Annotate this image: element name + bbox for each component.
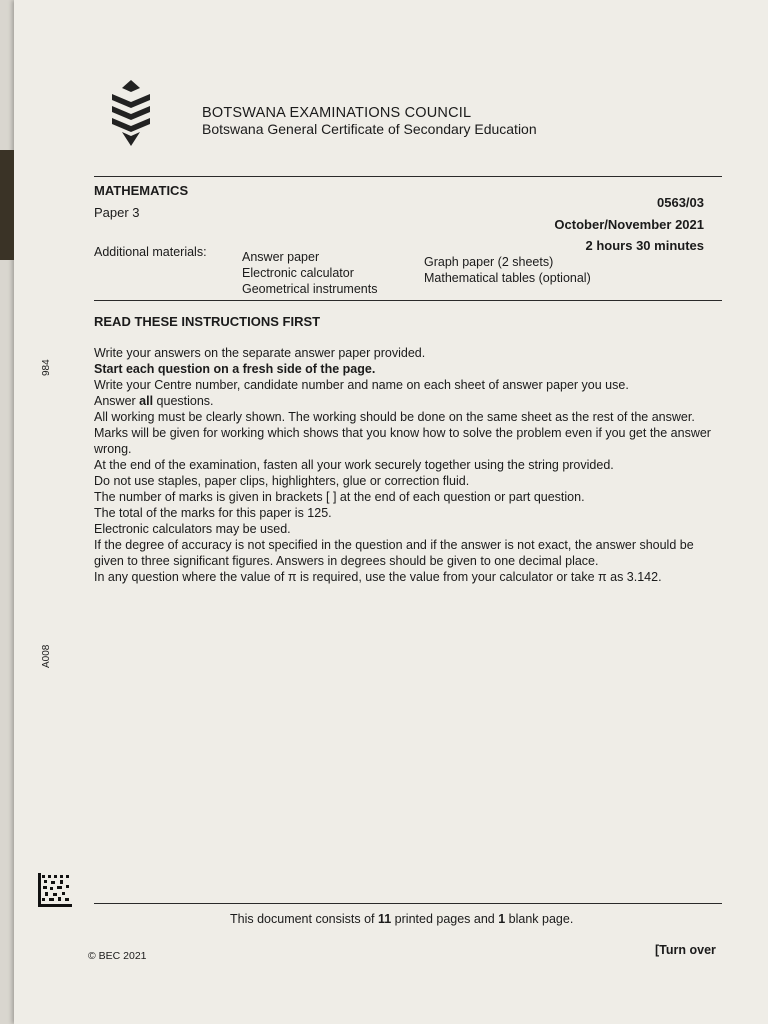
- material-item: Geometrical instruments: [242, 282, 378, 296]
- instruction-line: The number of marks is given in brackets [ ] at the end of each question or part question.: [94, 490, 585, 504]
- instruction-line: Write your Centre number, candidate number and name on each sheet of answer paper you use.: [94, 378, 629, 392]
- footer-text: blank page.: [505, 912, 574, 926]
- instructions-list: [94, 345, 720, 585]
- page-count-note: [230, 912, 573, 926]
- material-item: Electronic calculator: [242, 266, 354, 280]
- instruction-line: In any question where the value of π is required, use the value from your calculator or take π as 3.142.: [94, 570, 662, 584]
- instruction-line: If the degree of accuracy is not specified in the question and if the answer is not exact, the answer should be given to three significant figures. Answers in degrees should be given to one decimal place.: [94, 538, 694, 568]
- exam-page: [14, 0, 768, 1024]
- instruction-line: Marks will be given for working which shows that you know how to solve the problem even if you get the answer wrong.: [94, 426, 711, 456]
- instruction-line: [94, 393, 720, 409]
- material-item: Mathematical tables (optional): [424, 271, 591, 285]
- footer-text: printed pages and: [391, 912, 499, 926]
- materials-divider: [94, 300, 722, 301]
- instruction-bold: Start each question on a fresh side of the page.: [94, 362, 376, 376]
- subject-title: MATHEMATICS: [94, 183, 189, 198]
- instruction-line: Do not use staples, paper clips, highlighters, glue or correction fluid.: [94, 474, 470, 488]
- material-item: Answer paper: [242, 250, 320, 264]
- council-name: BOTSWANA EXAMINATIONS COUNCIL: [202, 105, 472, 121]
- side-code-bottom: A008: [41, 644, 52, 668]
- paper-code: 0563/03: [657, 195, 704, 210]
- footer-divider: [94, 903, 722, 904]
- exam-session: October/November 2021: [554, 217, 704, 232]
- turn-over: [Turn over: [655, 943, 716, 957]
- paper-number: Paper 3: [94, 205, 140, 220]
- instruction-line: All working must be clearly shown. The working should be done on the same sheet as the rest of the answer.: [94, 410, 695, 424]
- instruction-line: The total of the marks for this paper is 125.: [94, 506, 332, 520]
- copyright: © BEC 2021: [88, 950, 147, 962]
- instruction-bold: all: [139, 394, 154, 408]
- materials-list-2: [424, 254, 591, 286]
- instruction-text: questions.: [153, 394, 214, 408]
- instruction-line: [94, 361, 720, 377]
- binding-edge: [0, 150, 14, 260]
- page-count: 11: [377, 912, 392, 926]
- instruction-line: Write your answers on the separate answer paper provided.: [94, 346, 426, 360]
- datamatrix-code-icon: [38, 873, 72, 907]
- materials-label: Additional materials:: [94, 245, 207, 259]
- instruction-line: At the end of the examination, fasten all your work securely together using the string provided.: [94, 458, 614, 472]
- footer-text: This document consists of: [230, 912, 378, 926]
- instruction-text: Answer: [94, 394, 140, 408]
- header-divider: [94, 176, 722, 177]
- materials-list-1: [242, 249, 377, 297]
- blank-count: 1: [498, 912, 506, 926]
- instruction-line: Electronic calculators may be used.: [94, 522, 291, 536]
- bec-logo-icon: [108, 80, 154, 146]
- instructions-heading: READ THESE INSTRUCTIONS FIRST: [94, 314, 321, 329]
- certificate-name: Botswana General Certificate of Secondary Education: [202, 121, 537, 137]
- side-code-top: 984: [41, 359, 52, 376]
- exam-duration: 2 hours 30 minutes: [585, 238, 704, 253]
- material-item: Graph paper (2 sheets): [424, 255, 554, 269]
